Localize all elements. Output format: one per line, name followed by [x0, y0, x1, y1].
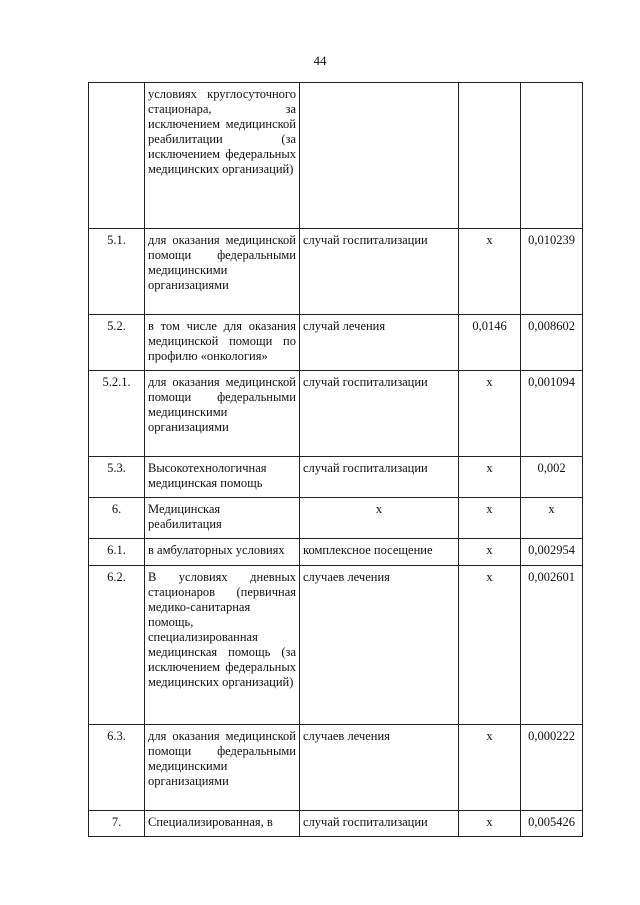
table-row — [89, 725, 583, 811]
row-number: 6. — [89, 498, 145, 539]
row-number: 6.3. — [89, 725, 145, 811]
row-norm-2: 0,000222 — [521, 725, 583, 811]
row-norm-1: х — [459, 371, 521, 457]
row-unit: х — [300, 498, 459, 539]
row-unit: случаев лечения — [300, 566, 459, 725]
table-row — [89, 566, 583, 725]
row-norm-2: 0,002954 — [521, 539, 583, 566]
row-unit: комплексное посещение — [300, 539, 459, 566]
row-norm-2: 0,008602 — [521, 315, 583, 371]
row-number: 5.2.1. — [89, 371, 145, 457]
row-number: 5.2. — [89, 315, 145, 371]
row-unit: случай госпитализации — [300, 811, 459, 837]
row-norm-2: 0,010239 — [521, 229, 583, 315]
table-row — [89, 539, 583, 566]
row-name: в том числе для оказания медицинской помощи по профилю «онкология» — [145, 315, 300, 371]
row-unit: случай лечения — [300, 315, 459, 371]
row-name: Специализированная, в — [145, 811, 300, 837]
row-number: 7. — [89, 811, 145, 837]
row-norm-2: 0,005426 — [521, 811, 583, 837]
row-name: Высокотехнологичная медицинская помощь — [145, 457, 300, 498]
table-row — [89, 371, 583, 457]
row-unit: случай госпитализации — [300, 457, 459, 498]
row-number: 5.3. — [89, 457, 145, 498]
table-row — [89, 811, 583, 837]
row-norm-1: х — [459, 498, 521, 539]
norms-table — [88, 82, 583, 837]
row-norm-2: 0,002 — [521, 457, 583, 498]
row-name: условиях круглосуточного стационара, за исключением медицинской реабилитации (за исключением федеральных медицинских организаций) — [145, 83, 300, 229]
row-norm-1: х — [459, 539, 521, 566]
row-name: Медицинская реабилитация — [145, 498, 300, 539]
row-number: 5.1. — [89, 229, 145, 315]
row-name: В условиях дневных стационаров (первичная медико-санитарная помощь, специализированная медицинская помощь (за исключением федеральных медицинских организаций) — [145, 566, 300, 725]
row-norm-2: 0,002601 — [521, 566, 583, 725]
row-norm-1: х — [459, 811, 521, 837]
row-norm-1: х — [459, 229, 521, 315]
table-row — [89, 315, 583, 371]
row-norm-1 — [459, 83, 521, 229]
row-name: для оказания медицинской помощи федеральными медицинскими организациями — [145, 371, 300, 457]
table-row — [89, 83, 583, 229]
row-norm-1: х — [459, 725, 521, 811]
row-norm-1: 0,0146 — [459, 315, 521, 371]
table-row — [89, 457, 583, 498]
row-name: для оказания медицинской помощи федеральными медицинскими организациями — [145, 229, 300, 315]
row-unit: случай госпитализации — [300, 371, 459, 457]
row-norm-2: 0,001094 — [521, 371, 583, 457]
row-unit: случаев лечения — [300, 725, 459, 811]
row-unit — [300, 83, 459, 229]
page-number: 44 — [313, 53, 327, 68]
table-row — [89, 498, 583, 539]
table-row — [89, 229, 583, 315]
row-number: 6.1. — [89, 539, 145, 566]
row-norm-1: х — [459, 566, 521, 725]
row-norm-2 — [521, 83, 583, 229]
row-name: в амбулаторных условиях — [145, 539, 300, 566]
row-name: для оказания медицинской помощи федеральными медицинскими организациями — [145, 725, 300, 811]
row-unit: случай госпитализации — [300, 229, 459, 315]
row-number: 6.2. — [89, 566, 145, 725]
row-norm-2: х — [521, 498, 583, 539]
row-norm-1: х — [459, 457, 521, 498]
row-number — [89, 83, 145, 229]
